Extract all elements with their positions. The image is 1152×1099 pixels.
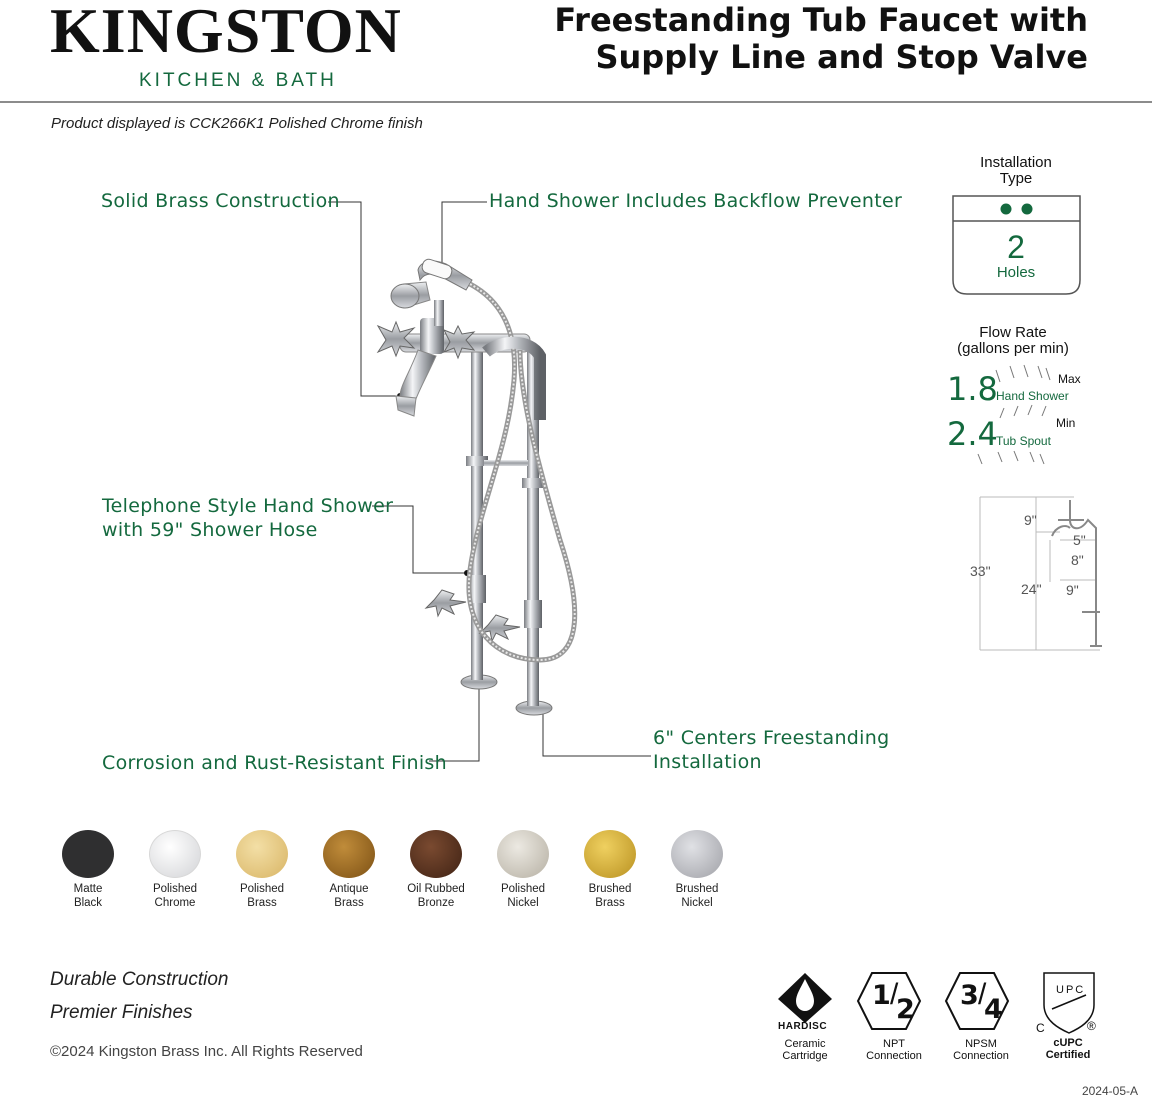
finish-label: Antique Brass: [329, 883, 369, 909]
dimension-9-top: 9": [1024, 512, 1037, 528]
callout-corrosion: Corrosion and Rust-Resistant Finish: [102, 752, 447, 774]
flow-rate-label-line-1: Flow Rate: [979, 324, 1047, 341]
installation-type-label: [955, 155, 1077, 187]
finish-swatch[interactable]: [135, 830, 215, 910]
finish-label: Matte Black: [73, 883, 103, 909]
npt-label: NPT Connection: [866, 1038, 922, 1062]
feature-premier: Premier Finishes: [50, 1002, 193, 1023]
dimension-5: 5": [1073, 532, 1086, 548]
callout-solid-brass: Solid Brass Construction: [101, 190, 340, 212]
cupc-label: cUPC Certified: [1045, 1037, 1091, 1061]
callout-centers: [653, 726, 889, 774]
hardisc-brand: HARDISC: [778, 1021, 828, 1032]
finish-color-dot: [671, 830, 723, 878]
npt-fraction-den: 2: [896, 994, 915, 1025]
npt-fraction-num: 1: [872, 980, 891, 1011]
callout-centers-line-1: 6" Centers Freestanding: [653, 727, 890, 749]
finish-label: Oil Rubbed Bronze: [407, 883, 465, 909]
finish-swatch[interactable]: [570, 830, 650, 910]
finish-swatch[interactable]: [309, 830, 389, 910]
finish-color-dot: [410, 830, 462, 878]
finish-label: Brushed Brass: [588, 883, 632, 909]
npsm-fraction-den: 4: [984, 994, 1003, 1025]
finish-swatch[interactable]: [48, 830, 128, 910]
installation-hole-count: 2: [1007, 229, 1025, 265]
finish-color-dot: [149, 830, 201, 878]
dimension-33: 33": [970, 563, 991, 579]
npsm-fraction-num: 3: [960, 980, 979, 1011]
dimension-9-bottom: 9": [1066, 582, 1079, 598]
flow-tub-spout-value: 2.4: [947, 415, 998, 453]
installation-hole-unit: Holes: [996, 264, 1036, 281]
brand-name: KINGSTON: [50, 0, 402, 66]
title-line-1: Freestanding Tub Faucet with: [554, 1, 1088, 39]
finish-label: Polished Brass: [239, 883, 285, 909]
flow-hand-shower-label: Hand Shower: [996, 389, 1069, 403]
copyright: ©2024 Kingston Brass Inc. All Rights Reserved: [50, 1043, 363, 1060]
installation-label-line-2: Type: [999, 170, 1033, 187]
cupc-mark: UPC: [1056, 984, 1086, 996]
finish-label: Polished Chrome: [152, 883, 198, 909]
version-code: 2024-05-A: [1081, 1084, 1138, 1098]
finish-color-dot: [236, 830, 288, 878]
title-line-2: Supply Line and Stop Valve: [595, 38, 1088, 76]
feature-durable: Durable Construction: [50, 969, 229, 990]
finish-swatch[interactable]: [657, 830, 737, 910]
callout-telephone-line-2: with 59" Shower Hose: [102, 519, 318, 541]
flow-rate-label-line-2: (gallons per min): [957, 340, 1069, 357]
flow-rate-label: [942, 325, 1084, 357]
finish-swatch[interactable]: [396, 830, 476, 910]
finish-swatch[interactable]: [222, 830, 302, 910]
brand-subtitle: KITCHEN & BATH: [139, 70, 337, 91]
finish-color-dot: [323, 830, 375, 878]
callout-centers-line-2: Installation: [653, 751, 762, 773]
callout-hand-shower-backflow: Hand Shower Includes Backflow Preventer: [489, 190, 903, 212]
finish-label: Polished Nickel: [500, 883, 546, 909]
hardisc-label: Ceramic Cartridge: [782, 1038, 828, 1062]
dimension-24: 24": [1021, 581, 1042, 597]
cupc-registered: ®: [1087, 1019, 1096, 1033]
finish-color-dot: [497, 830, 549, 878]
dimension-8: 8": [1071, 552, 1084, 568]
finish-label: Brushed Nickel: [675, 883, 719, 909]
flow-hand-shower-value: 1.8: [947, 370, 998, 408]
flow-max-label: Max: [1058, 372, 1081, 386]
finish-color-dot: [62, 830, 114, 878]
finish-swatches: [60, 830, 740, 920]
flow-min-label: Min: [1056, 416, 1076, 430]
installation-label-line-1: Installation: [980, 154, 1052, 171]
cupc-c: C: [1036, 1021, 1045, 1035]
hardisc-icon: [778, 973, 832, 1023]
flow-tub-spout-label: Tub Spout: [996, 434, 1051, 448]
callout-telephone-line-1: Telephone Style Hand Shower: [102, 495, 394, 517]
finish-swatch[interactable]: [483, 830, 563, 910]
callout-telephone-hand-shower: [102, 494, 393, 542]
product-displayed-note: Product displayed is CCK266K1 Polished Chrome finish: [51, 115, 423, 132]
finish-color-dot: [584, 830, 636, 878]
npsm-label: NPSM Connection: [953, 1038, 1009, 1062]
